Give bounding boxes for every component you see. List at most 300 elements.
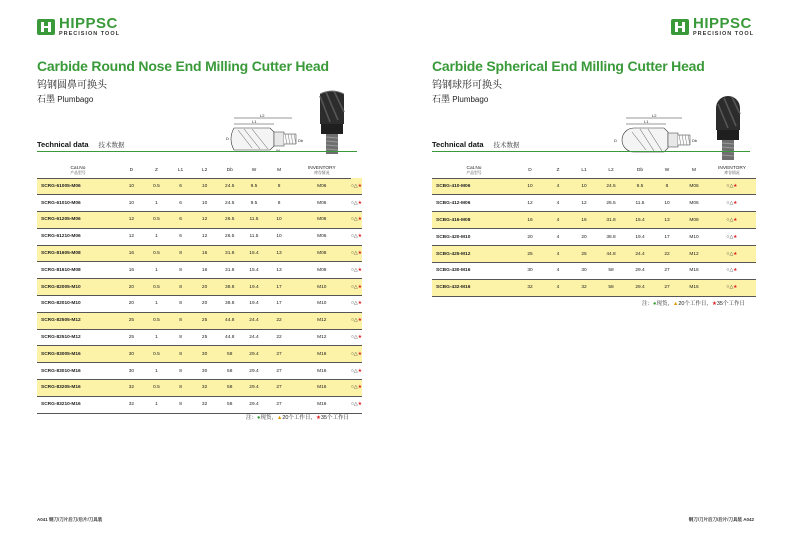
table-row — [37, 245, 362, 262]
table-row — [432, 279, 756, 296]
table-cell: 8 — [266, 195, 293, 212]
technical-data-en: Technical data — [432, 140, 484, 149]
table-cell: 10 — [266, 212, 293, 229]
cat-no-cell: SCBG-432-M16 — [432, 279, 516, 296]
technical-data-en: Technical data — [37, 140, 89, 149]
table-cell: M06 — [293, 228, 352, 245]
table-cell: 13 — [266, 245, 293, 262]
inventory-triangle-icon: △ — [353, 217, 358, 223]
inventory-star-icon: ★ — [357, 251, 362, 257]
diagram-label-l1: L1 — [252, 119, 257, 124]
cat-no-cell: SCBG-425-M12 — [432, 246, 516, 263]
table-cell: 27 — [654, 279, 680, 296]
table-cell: 24.5 — [217, 178, 242, 195]
inventory-triangle-icon: △ — [353, 301, 358, 307]
cat-no-cell: SCBG-430-M16 — [432, 262, 516, 279]
diagram-label-db: Db — [692, 138, 698, 143]
inventory-circle-icon: ○ — [351, 402, 354, 408]
table-cell: 32 — [119, 380, 144, 397]
table-cell: 6 — [169, 212, 192, 229]
inventory-triangle-icon: △ — [353, 402, 358, 408]
inventory-cell — [351, 396, 362, 413]
inventory-star-icon: ★ — [357, 402, 362, 408]
column-header: Db — [626, 163, 654, 178]
technical-data-heading — [37, 140, 125, 149]
table-cell: 25 — [192, 329, 217, 346]
table-cell: 8 — [266, 178, 293, 195]
table-cell: 31.8 — [217, 262, 242, 279]
inventory-triangle-icon: △ — [353, 335, 358, 341]
table-cell: 24.5 — [217, 195, 242, 212]
cat-no-cell: SCRG-61210-M06 — [37, 228, 119, 245]
table-row — [37, 195, 362, 212]
table-cell: 10 — [192, 178, 217, 195]
table-cell: M16 — [293, 380, 352, 397]
column-header: L2 — [192, 163, 217, 178]
table-row — [37, 329, 362, 346]
inventory-triangle-icon: △ — [729, 251, 734, 257]
table-row — [432, 195, 756, 212]
table-cell: 8 — [169, 312, 192, 329]
inventory-triangle-icon: △ — [729, 200, 734, 206]
inventory-triangle-icon: △ — [353, 284, 358, 290]
table-cell: 44.8 — [596, 246, 626, 263]
table-cell: 32 — [119, 396, 144, 413]
inventory-star-icon: ★ — [357, 351, 362, 357]
page-footer: 钢刀/刀片后刀/后片/刀具装 A042 — [688, 517, 754, 522]
table-cell: 8 — [169, 279, 192, 296]
table-cell: 27 — [266, 380, 293, 397]
inventory-circle-icon: ○ — [726, 200, 730, 206]
cutter-dimension-diagram — [212, 112, 312, 156]
column-header: Db — [217, 163, 242, 178]
table-cell: 11.5 — [242, 212, 265, 229]
cat-no-cell: SCRG-83010-M16 — [37, 363, 119, 380]
table-cell: M16 — [680, 279, 708, 296]
table-row — [37, 228, 362, 245]
table-cell: 8 — [169, 396, 192, 413]
table-cell: 4 — [544, 229, 572, 246]
table-row — [432, 178, 756, 195]
table-cell: 29.4 — [242, 346, 265, 363]
table-cell: 38.8 — [217, 279, 242, 296]
technical-data-rule — [37, 151, 357, 152]
brand-subtitle: PRECISION TOOL — [59, 31, 120, 37]
table-cell: M10 — [680, 229, 708, 246]
table-cell: 30 — [572, 262, 596, 279]
table-cell: 8 — [169, 245, 192, 262]
table-cell: 20 — [119, 296, 144, 313]
table-cell: 25 — [119, 329, 144, 346]
table-cell: 27 — [266, 363, 293, 380]
table-cell: 6 — [169, 228, 192, 245]
table-cell: 20 — [516, 229, 544, 246]
brand-name: HIPPSC — [693, 15, 752, 32]
table-cell: 4 — [544, 178, 572, 195]
page-title-cn: 钨钢圆鼻可换头 — [37, 80, 107, 91]
table-cell: 20 — [119, 279, 144, 296]
table-row — [37, 396, 362, 413]
column-header: Cat.No 产品型号 — [432, 163, 516, 178]
cat-no-cell: SCRG-83210-M16 — [37, 396, 119, 413]
diagram-label-db: Db — [298, 138, 304, 143]
table-cell: 26.5 — [217, 228, 242, 245]
table-cell: 58 — [596, 262, 626, 279]
inventory-circle-icon: ○ — [351, 200, 354, 206]
cat-no-cell: SCRG-82005-M10 — [37, 279, 119, 296]
table-cell: 0.5 — [144, 346, 169, 363]
table-cell: 10 — [192, 195, 217, 212]
inventory-star-icon: ★ — [733, 285, 738, 291]
table-cell: 29.4 — [242, 363, 265, 380]
table-cell: 10 — [119, 178, 144, 195]
inventory-circle-icon: ○ — [351, 234, 354, 240]
table-cell: 16 — [516, 212, 544, 229]
column-header: W — [654, 163, 680, 178]
inventory-circle-icon: ○ — [351, 251, 354, 257]
inventory-note: 注：●现货，▲20个工作日，★35个工作日 — [642, 301, 745, 307]
table-cell: M10 — [293, 296, 352, 313]
right-page — [396, 0, 791, 536]
inventory-circle-icon: ○ — [351, 267, 354, 273]
table-cell: 0.5 — [144, 312, 169, 329]
technical-data-heading — [432, 140, 520, 149]
table-row — [37, 212, 362, 229]
column-header: INVENTORY 库存情况 — [708, 163, 756, 178]
material-en: Plumbago — [57, 95, 94, 104]
table-cell: 22 — [266, 329, 293, 346]
cutter-head-image — [708, 92, 748, 164]
table-cell: 10 — [119, 195, 144, 212]
table-cell: 58 — [596, 279, 626, 296]
inventory-circle-icon: ○ — [351, 335, 354, 341]
table-cell: 25 — [192, 312, 217, 329]
table-cell: 9.5 — [626, 178, 654, 195]
table-cell: 32 — [192, 380, 217, 397]
cat-no-cell: SCRG-61205-M06 — [37, 212, 119, 229]
table-cell: 58 — [217, 396, 242, 413]
table-cell: M06 — [680, 178, 708, 195]
inventory-circle-icon: ○ — [726, 251, 730, 257]
table-cell: M06 — [293, 212, 352, 229]
cat-no-cell: SCBG-416-M08 — [432, 212, 516, 229]
table-cell: 25 — [516, 246, 544, 263]
inventory-triangle-icon: △ — [353, 318, 358, 324]
table-cell: 32 — [572, 279, 596, 296]
table-cell: 8 — [169, 262, 192, 279]
table-cell: 24.4 — [626, 246, 654, 263]
table-cell: 11.5 — [242, 228, 265, 245]
inventory-cell — [708, 212, 756, 229]
table-cell: 15.4 — [242, 245, 265, 262]
table-cell: 4 — [544, 246, 572, 263]
inventory-star-icon: ★ — [733, 183, 738, 189]
table-cell: 17 — [266, 279, 293, 296]
inventory-triangle-icon: △ — [729, 285, 734, 291]
page-title-cn: 钨钢球形可换头 — [432, 80, 502, 91]
table-cell: 58 — [217, 380, 242, 397]
inventory-triangle-icon: △ — [353, 183, 358, 189]
technical-data-cn: 技术数据 — [493, 142, 520, 149]
diagram-label-d: D — [226, 136, 229, 141]
cat-no-cell: SCRG-61010-M06 — [37, 195, 119, 212]
table-cell: 32 — [516, 279, 544, 296]
table-cell: 8 — [169, 296, 192, 313]
brand-subtitle: PRECISION TOOL — [693, 31, 754, 37]
table-cell: 29.4 — [242, 396, 265, 413]
table-cell: 9.5 — [242, 195, 265, 212]
inventory-star-icon: ★ — [357, 318, 362, 324]
inventory-star-icon: ★ — [733, 200, 738, 206]
page-title-en: Carbide Spherical End Milling Cutter Head — [432, 58, 705, 74]
table-row — [37, 296, 362, 313]
table-cell: 12 — [192, 228, 217, 245]
spec-table — [37, 163, 362, 414]
table-cell: M06 — [293, 195, 352, 212]
table-cell: M16 — [680, 262, 708, 279]
column-header: L2 — [596, 163, 626, 178]
inventory-triangle-icon: △ — [353, 385, 358, 391]
table-cell: 30 — [119, 346, 144, 363]
inventory-circle-icon: ○ — [726, 183, 730, 189]
table-cell: 27 — [266, 396, 293, 413]
table-cell: 24.4 — [242, 312, 265, 329]
cat-no-cell: SCRG-82505-M12 — [37, 312, 119, 329]
table-cell: 1 — [144, 262, 169, 279]
table-cell: 12 — [119, 228, 144, 245]
table-cell: 19.4 — [242, 279, 265, 296]
column-header: Z — [144, 163, 169, 178]
inventory-cell — [351, 296, 362, 313]
table-cell: 22 — [654, 246, 680, 263]
inventory-cell — [351, 212, 362, 229]
material-cn: 石墨 — [37, 94, 56, 104]
inventory-star-icon: ★ — [357, 234, 362, 240]
table-cell: 4 — [544, 212, 572, 229]
table-cell: 31.8 — [596, 212, 626, 229]
table-cell: 13 — [266, 262, 293, 279]
table-cell: M12 — [680, 246, 708, 263]
inventory-triangle-icon: △ — [353, 368, 358, 374]
inventory-circle-icon: ○ — [351, 301, 354, 307]
inventory-cell — [351, 195, 362, 212]
table-cell: 10 — [654, 195, 680, 212]
cat-no-cell: SCBG-420-M10 — [432, 229, 516, 246]
technical-data-rule — [432, 151, 750, 152]
inventory-cell — [351, 228, 362, 245]
inventory-triangle-icon: △ — [729, 268, 734, 274]
table-cell: 4 — [544, 279, 572, 296]
inventory-circle-icon: ○ — [726, 234, 730, 240]
table-row — [37, 262, 362, 279]
inventory-cell — [351, 279, 362, 296]
table-cell: 12 — [192, 212, 217, 229]
table-cell: 16 — [119, 245, 144, 262]
table-cell: 24.4 — [242, 329, 265, 346]
inventory-circle-icon: ○ — [351, 217, 354, 223]
table-cell: 19.4 — [242, 296, 265, 313]
table-cell: M12 — [293, 312, 352, 329]
brand-logo-icon — [671, 19, 689, 35]
table-cell: 6 — [169, 195, 192, 212]
cat-no-cell: SCRG-83205-M16 — [37, 380, 119, 397]
inventory-star-icon: ★ — [357, 267, 362, 273]
table-row — [432, 246, 756, 263]
table-cell: 8 — [169, 380, 192, 397]
table-cell: 17 — [654, 229, 680, 246]
column-header: D — [516, 163, 544, 178]
table-cell: 26.5 — [217, 212, 242, 229]
table-cell: 1 — [144, 228, 169, 245]
brand-logo-icon — [37, 19, 55, 35]
table-cell: 29.4 — [626, 262, 654, 279]
table-row — [37, 380, 362, 397]
table-row — [432, 212, 756, 229]
material-label — [432, 92, 488, 105]
material-cn: 石墨 — [432, 94, 451, 104]
inventory-cell — [351, 329, 362, 346]
table-row — [432, 262, 756, 279]
table-cell: 10 — [572, 178, 596, 195]
inventory-circle-icon: ○ — [726, 285, 730, 291]
cat-no-cell: SCRG-61005-M06 — [37, 178, 119, 195]
cat-no-cell: SCRG-81605-M08 — [37, 245, 119, 262]
table-cell: 30 — [516, 262, 544, 279]
table-cell: 58 — [217, 346, 242, 363]
table-row — [37, 279, 362, 296]
inventory-triangle-icon: △ — [729, 234, 734, 240]
table-cell: 0.5 — [144, 212, 169, 229]
diagram-label-l1: L1 — [644, 119, 649, 124]
table-cell: 25 — [572, 246, 596, 263]
column-header: INVENTORY 库存情况 — [293, 163, 352, 178]
table-row — [37, 178, 362, 195]
inventory-star-icon: ★ — [357, 335, 362, 341]
table-cell: 15.4 — [626, 212, 654, 229]
table-cell: 31.8 — [217, 245, 242, 262]
table-cell: 0.5 — [144, 245, 169, 262]
inventory-star-icon: ★ — [357, 368, 362, 374]
table-cell: 12 — [572, 195, 596, 212]
inventory-cell — [351, 178, 362, 195]
inventory-circle-icon: ○ — [351, 385, 354, 391]
inventory-cell — [351, 312, 362, 329]
table-cell: 10 — [516, 178, 544, 195]
inventory-circle-icon: ○ — [726, 217, 730, 223]
inventory-triangle-icon: △ — [353, 267, 358, 273]
table-cell: M12 — [293, 329, 352, 346]
inventory-star-icon: ★ — [357, 301, 362, 307]
inventory-cell — [708, 246, 756, 263]
table-cell: 16 — [192, 245, 217, 262]
table-row — [37, 363, 362, 380]
table-cell: 13 — [654, 212, 680, 229]
table-cell: 0.5 — [144, 380, 169, 397]
table-cell: 11.5 — [626, 195, 654, 212]
inventory-star-icon: ★ — [357, 284, 362, 290]
inventory-note: 注：●现货，▲20个工作日，★35个工作日 — [246, 415, 349, 421]
table-cell: 4 — [544, 195, 572, 212]
technical-data-cn: 技术数据 — [98, 142, 125, 149]
table-cell: 44.8 — [217, 329, 242, 346]
table-cell: 20 — [572, 229, 596, 246]
column-header: Cat.No 产品型号 — [37, 163, 119, 178]
column-header: M — [266, 163, 293, 178]
column-header: M — [680, 163, 708, 178]
column-header: D — [119, 163, 144, 178]
inventory-cell — [708, 279, 756, 296]
table-cell: M16 — [293, 363, 352, 380]
page-footer: A041 钢刀/刀片后刀/后片/刀具装 — [37, 517, 103, 522]
table-cell: 1 — [144, 296, 169, 313]
table-cell: M06 — [680, 195, 708, 212]
inventory-triangle-icon: △ — [353, 234, 358, 240]
table-cell: 16 — [119, 262, 144, 279]
material-label — [37, 92, 93, 105]
left-page — [0, 0, 395, 536]
inventory-circle-icon: ○ — [351, 368, 354, 374]
cat-no-cell: SCRG-83005-M16 — [37, 346, 119, 363]
table-cell: 29.4 — [626, 279, 654, 296]
diagram-label-d: D — [614, 138, 617, 143]
inventory-star-icon: ★ — [357, 200, 362, 206]
inventory-circle-icon: ○ — [351, 351, 354, 357]
diagram-label-l2: L2 — [652, 113, 657, 118]
material-en: Plumbago — [452, 95, 489, 104]
table-row — [37, 312, 362, 329]
table-cell: 22 — [266, 312, 293, 329]
table-cell: 6 — [169, 178, 192, 195]
table-cell: 1 — [144, 396, 169, 413]
table-cell: 0.5 — [144, 178, 169, 195]
table-cell: 30 — [192, 363, 217, 380]
table-cell: 8 — [169, 329, 192, 346]
table-cell: 10 — [266, 228, 293, 245]
inventory-star-icon: ★ — [733, 234, 738, 240]
inventory-circle-icon: ○ — [351, 183, 354, 189]
table-cell: 15.4 — [242, 262, 265, 279]
inventory-cell — [351, 380, 362, 397]
brand-name: HIPPSC — [59, 15, 118, 32]
column-header: L1 — [572, 163, 596, 178]
table-cell: 17 — [266, 296, 293, 313]
table-cell: 12 — [119, 212, 144, 229]
table-cell: 30 — [192, 346, 217, 363]
inventory-star-icon: ★ — [357, 217, 362, 223]
table-cell: 0.5 — [144, 279, 169, 296]
table-cell: 26.5 — [596, 195, 626, 212]
table-cell: M08 — [293, 262, 352, 279]
inventory-cell — [351, 245, 362, 262]
table-cell: 16 — [192, 262, 217, 279]
table-cell: 4 — [544, 262, 572, 279]
inventory-triangle-icon: △ — [729, 183, 734, 189]
inventory-triangle-icon: △ — [353, 200, 358, 206]
table-cell: 16 — [572, 212, 596, 229]
inventory-triangle-icon: △ — [353, 251, 358, 257]
cat-no-cell: SCRG-82510-M12 — [37, 329, 119, 346]
inventory-cell — [708, 178, 756, 195]
table-cell: 25 — [119, 312, 144, 329]
table-cell: M08 — [680, 212, 708, 229]
table-cell: 9.5 — [242, 178, 265, 195]
inventory-cell — [708, 262, 756, 279]
table-row — [432, 229, 756, 246]
inventory-circle-icon: ○ — [351, 284, 354, 290]
inventory-star-icon: ★ — [733, 217, 738, 223]
inventory-cell — [351, 363, 362, 380]
table-cell: 1 — [144, 195, 169, 212]
